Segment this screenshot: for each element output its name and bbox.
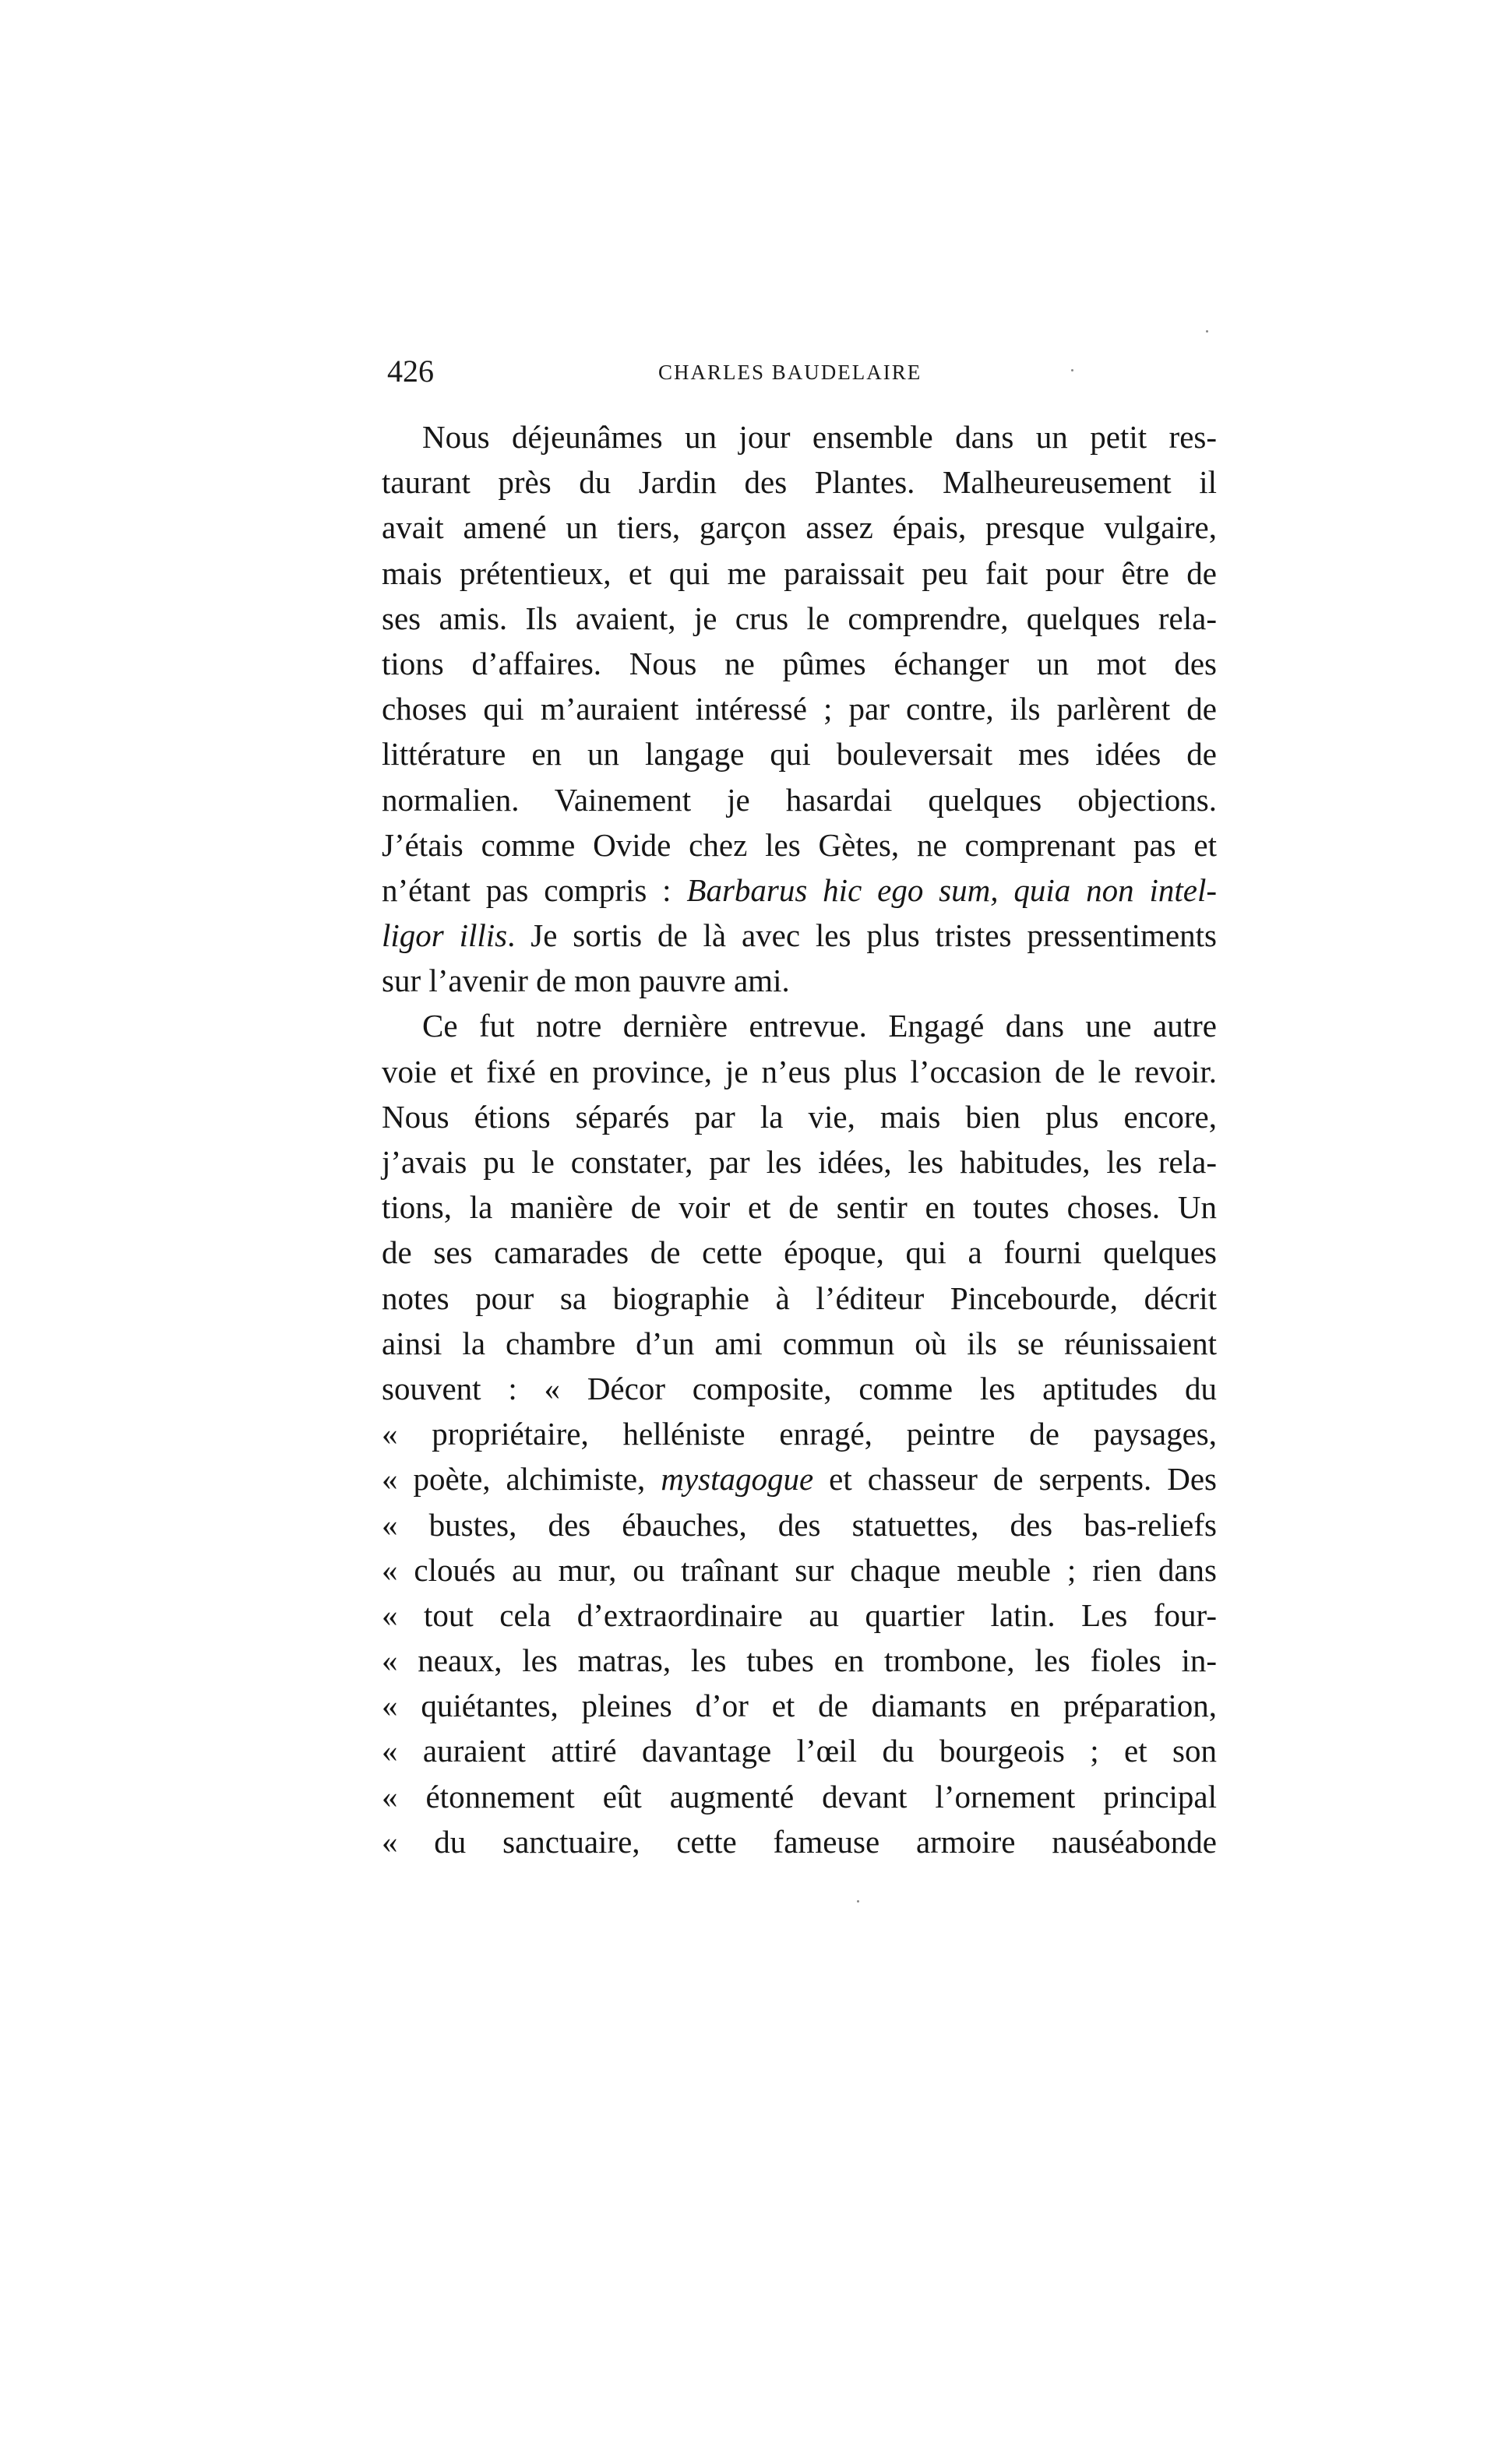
line-text: J’étais comme Ovide chez les Gètes, ne comprenant pas et [382,826,1217,863]
line-text: « étonnement eût augmenté devant l’ornement principal [382,1778,1217,1815]
page-header [383,352,1217,391]
text-line [382,1819,1217,1864]
italic-text: ligor illis [382,917,508,954]
line-text: « poète, alchimiste, [382,1461,661,1498]
text-line [382,1411,1217,1456]
line-text: normalien. Vainement je hasardai quelques objections. [382,781,1217,818]
text-line [382,731,1217,776]
paper-speck [857,1900,859,1903]
italic-text: Barbarus hic ego sum, quia non intel- [686,871,1217,908]
text-line [382,1184,1217,1230]
line-text: j’avais pu le constater, par les idées, les habitudes, les rela- [382,1144,1217,1180]
line-text: « quiétantes, pleines d’or et de diamants en préparation, [382,1688,1217,1724]
text-line [382,1502,1217,1547]
line-text: et chasseur de serpents. Des [813,1461,1217,1498]
text-line [382,1276,1217,1321]
line-text: « auraient attiré davantage l’œil du bourgeois ; et son [382,1733,1217,1769]
text-line [382,1547,1217,1593]
line-text: Nous déjeunâmes un jour ensemble dans un petit res- [422,419,1217,455]
text-line [382,1321,1217,1366]
text-line [382,459,1217,505]
text-line [382,958,1217,1003]
text-line [382,1456,1217,1501]
text-line [382,686,1217,731]
line-text: . Je sortis de là avec les plus tristes pressentiments [507,917,1217,954]
text-line [382,1774,1217,1819]
line-text: souvent : « Décor composite, comme les aptitudes du [382,1370,1217,1406]
paper-speck [1206,330,1208,333]
text-line [382,1094,1217,1139]
line-text: Nous étions séparés par la vie, mais bien plus encore, [382,1098,1217,1135]
text-line [382,913,1217,958]
line-text: tions d’affaires. Nous ne pûmes échanger un mot des [382,645,1217,681]
body-text [382,414,1217,1864]
line-text: ainsi la chambre d’un ami commun où ils se réunissaient [382,1325,1217,1361]
italic-text: mystagogue [661,1461,814,1498]
text-line [382,414,1217,459]
line-text: Ce fut notre dernière entrevue. Engagé dans une autre [422,1008,1217,1044]
text-line [382,1683,1217,1728]
page-number: 426 [387,354,434,389]
line-text: choses qui m’auraient intéressé ; par contre, ils parlèrent de [382,691,1217,727]
text-line [382,1638,1217,1683]
line-text: de ses camarades de cette époque, qui a fourni quelques [382,1234,1217,1271]
line-text: « tout cela d’extraordinaire au quartier latin. Les four- [382,1596,1217,1633]
line-text: taurant près du Jardin des Plantes. Malheureusement il [382,464,1217,501]
line-text: mais prétentieux, et qui me paraissait peu fait pour être de [382,554,1217,591]
text-line [382,822,1217,868]
line-text: ses amis. Ils avaient, je crus le comprendre, quelques rela- [382,600,1217,636]
text-line [382,1139,1217,1184]
text-line [382,1230,1217,1275]
text-line [382,868,1217,913]
line-text: « neaux, les matras, les tubes en trombone, les fioles in- [382,1642,1217,1679]
line-text: « cloués au mur, ou traînant sur chaque meuble ; rien dans [382,1551,1217,1588]
line-text: « du sanctuaire, cette fameuse armoire nauséabonde [382,1823,1217,1860]
text-line [382,1366,1217,1411]
text-line [382,505,1217,550]
text-line [382,777,1217,822]
text-line [382,1049,1217,1094]
line-text: notes pour sa biographie à l’éditeur Pincebourde, décrit [382,1280,1217,1316]
line-text: sur l’avenir de mon pauvre ami. [382,963,790,999]
line-text: n’étant pas compris : [382,871,687,908]
line-text: voie et fixé en province, je n’eus plus l’occasion de le revoir. [382,1053,1217,1089]
line-text: « bustes, des ébauches, des statuettes, des bas-reliefs [382,1506,1217,1543]
text-line [382,641,1217,686]
text-line [382,1003,1217,1048]
text-line [382,551,1217,596]
text-line [382,1728,1217,1773]
line-text: avait amené un tiers, garçon assez épais, presque vulgaire, [382,509,1217,546]
text-line [382,596,1217,641]
paper-speck [1071,369,1073,371]
running-head: CHARLES BAUDELAIRE [658,361,922,384]
line-text: « propriétaire, helléniste enragé, peintre de paysages, [382,1416,1217,1452]
line-text: littérature en un langage qui bouleversait mes idées de [382,736,1217,773]
text-line [382,1593,1217,1638]
line-text: tions, la manière de voir et de sentir en toutes choses. Un [382,1189,1217,1226]
